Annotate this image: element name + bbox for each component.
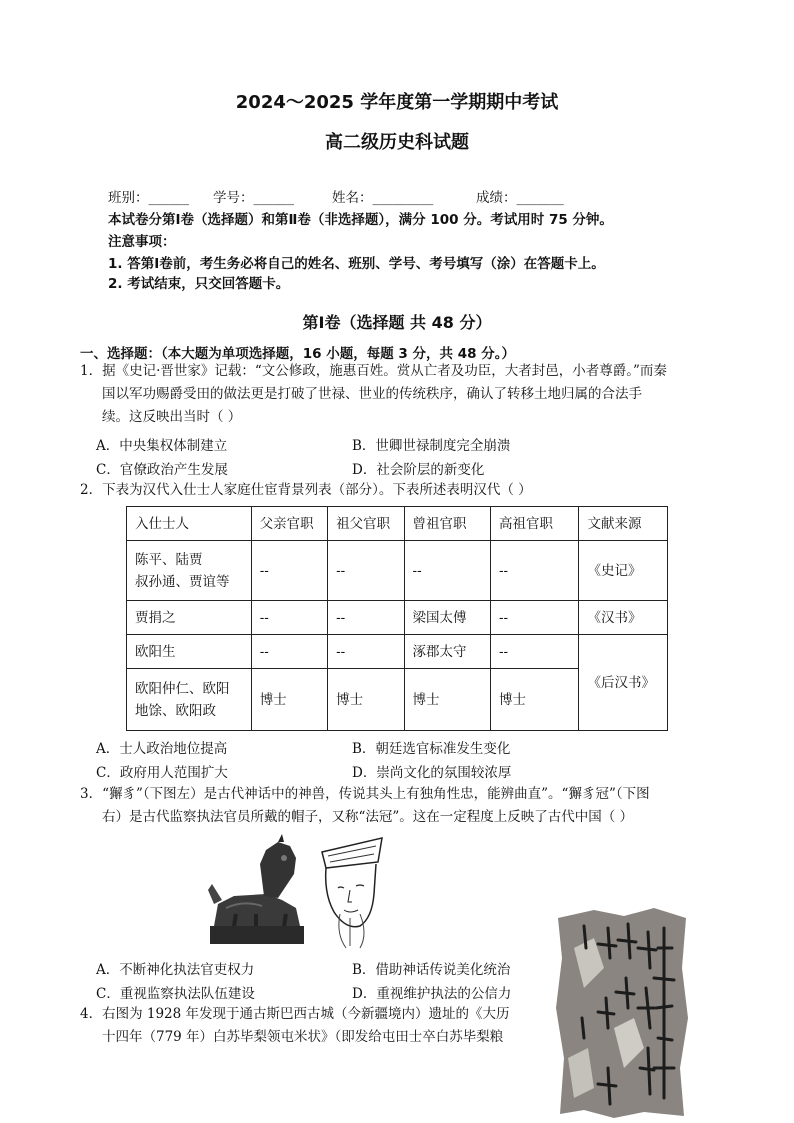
official-background-table (126, 506, 668, 731)
table-cell: -- (491, 541, 579, 601)
table-cell: 《汉书》 (579, 601, 668, 635)
table-header-cell: 高祖官职 (491, 507, 579, 541)
table-header-cell: 祖父官职 (328, 507, 404, 541)
q4-line-1: 4．右图为 1928 年发现于通古斯巴西古城（今新疆境内）遗址的《大历 (80, 1006, 510, 1022)
table-cell: -- (491, 635, 579, 669)
q1-line-1: 1．据《史记·晋世家》记载：“文公修政，施惠百姓。赏从亡者及功臣，大者封邑，小者尊爵。”而秦 (80, 363, 667, 379)
q3-option-c: C．重视监察执法队伍建设 (96, 986, 255, 1002)
q4-line-2: 十四年（779 年）白苏毕梨领屯米状》（即发给屯田士卒白苏毕梨粮 (102, 1029, 504, 1045)
q2-option-b: B．朝廷选官标准发生变化 (352, 741, 511, 757)
id-field-label: 学号：______ (213, 190, 294, 206)
table-header-cell: 曾祖官职 (404, 507, 490, 541)
table-row (127, 541, 668, 601)
ancient-document-image (554, 908, 690, 1120)
score-field-label: 成绩：_______ (476, 190, 564, 206)
exam-title: 2024～2025 学年度第一学期期中考试 (235, 92, 559, 113)
table-cell: -- (404, 541, 490, 601)
table-cell: 欧阳仲仁、欧阳 地馀、欧阳政 (127, 669, 252, 731)
q1-option-d: D．社会阶层的新变化 (352, 462, 485, 478)
table-header-cell: 父亲官职 (251, 507, 327, 541)
class-field-label: 班别：______ (108, 190, 189, 206)
q1-option-c: C．官僚政治产生发展 (96, 462, 228, 478)
xiezhi-statue-image (204, 834, 310, 946)
table-cell: -- (328, 635, 404, 669)
exam-description: 本试卷分第Ⅰ卷（选择题）和第Ⅱ卷（非选择题），满分 100 分。考试用时 75 分钟。 (108, 212, 613, 228)
table-cell: 博士 (491, 669, 579, 731)
table-cell: 博士 (251, 669, 327, 731)
note-2: 2. 考试结束，只交回答题卡。 (108, 276, 290, 292)
table-cell: 涿郡太守 (404, 635, 490, 669)
table-cell: -- (251, 635, 327, 669)
table-row (127, 635, 668, 669)
table-header-cell: 入仕士人 (127, 507, 252, 541)
table-header-row (127, 507, 668, 541)
table-cell: 陈平、陆贾 叔孙通、贾谊等 (127, 541, 252, 601)
part-title: 一、选择题：（本大题为单项选择题，16 小题，每题 3 分，共 48 分。） (80, 346, 515, 362)
notes-title: 注意事项： (108, 234, 176, 250)
section-1-title: 第Ⅰ卷（选择题 共 48 分） (302, 313, 492, 332)
exam-subtitle: 高二级历史科试题 (325, 132, 469, 153)
q2-option-d: D．崇尚文化的氛围较浓厚 (352, 765, 512, 781)
table-cell: -- (491, 601, 579, 635)
table-cell: 博士 (404, 669, 490, 731)
table-cell: 贾捐之 (127, 601, 252, 635)
table-cell: 欧阳生 (127, 635, 252, 669)
q1-option-a: A．中央集权体制建立 (96, 438, 228, 454)
q3-line-2: 右）是古代监察执法官员所戴的帽子，又称“法冠”。这在一定程度上反映了古代中国（ ） (102, 809, 634, 825)
q3-option-b: B．借助神话传说美化统治 (352, 962, 511, 978)
q3-line-1: 3．“獬豸”（下图左）是古代神话中的神兽，传说其头上有独角性忠，能辨曲直”。“獬豸冠”（下图 (80, 786, 650, 802)
name-field-label: 姓名：_________ (332, 190, 434, 206)
q2-option-a: A．士人政治地位提高 (96, 741, 228, 757)
q3-option-d: D．重视维护执法的公信力 (352, 986, 512, 1002)
table-cell: -- (328, 601, 404, 635)
table-cell: -- (328, 541, 404, 601)
table-cell: 博士 (328, 669, 404, 731)
table-cell: -- (251, 601, 327, 635)
xiezhi-hat-drawing (316, 834, 388, 950)
table-cell: 《后汉书》 (579, 635, 668, 731)
table-cell: 《史记》 (579, 541, 668, 601)
q1-option-b: B．世卿世禄制度完全崩溃 (352, 438, 511, 454)
q1-line-3: 续。这反映出当时（ ） (102, 409, 242, 425)
note-1: 1. 答第Ⅰ卷前，考生务必将自己的姓名、班别、学号、考号填写（涂）在答题卡上。 (108, 256, 605, 272)
table-row (127, 601, 668, 635)
table-cell: 梁国太傅 (404, 601, 490, 635)
table-cell: -- (251, 541, 327, 601)
q2-stem: 2．下表为汉代入仕士人家庭仕宦背景列表（部分）。下表所述表明汉代（ ） (80, 482, 532, 498)
q1-line-2: 国以军功赐爵受田的做法更是打破了世禄、世业的传统秩序，确认了转移土地归属的合法手 (102, 386, 642, 402)
q2-option-c: C．政府用人范围扩大 (96, 765, 228, 781)
table-header-cell: 文献来源 (579, 507, 668, 541)
q3-option-a: A．不断神化执法官吏权力 (96, 962, 255, 978)
